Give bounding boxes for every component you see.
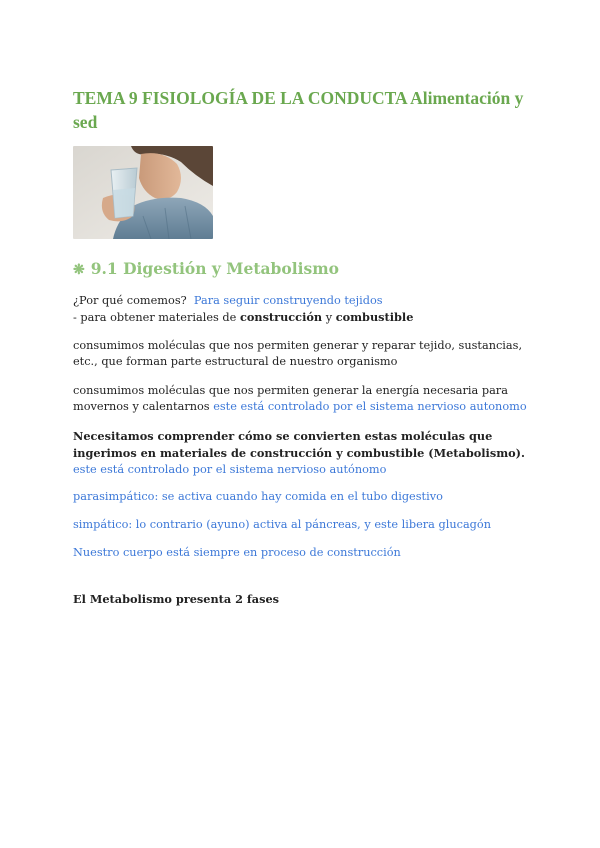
bold-term: combustible bbox=[335, 310, 414, 324]
line-text: - para obtener materiales de bbox=[73, 311, 240, 324]
body-text: consumimos moléculas que nos permiten generar la energía necesaria para movernos y calentarnos bbox=[73, 384, 508, 413]
heading-bullet-icon: ❋ bbox=[73, 262, 85, 278]
line-text: y bbox=[322, 311, 336, 324]
note-blue-text: Para seguir construyendo tejidos bbox=[193, 294, 383, 307]
question-text: ¿Por qué comemos? bbox=[73, 294, 187, 307]
paragraph-energy bbox=[73, 383, 533, 415]
section-heading-text: 9.1 Digestión y Metabolismo bbox=[90, 259, 339, 278]
bold-text: El Metabolismo presenta 2 fases bbox=[73, 592, 280, 606]
paragraph-why-eat bbox=[73, 293, 533, 326]
paragraph-construction: consumimos moléculas que nos permiten generar y reparar tejido, sustancias, etc., que forman parte estructural de nuestro organismo bbox=[73, 339, 523, 368]
paragraph-phases bbox=[73, 591, 533, 608]
paragraph-construction-process: Nuestro cuerpo está siempre en proceso de construcción bbox=[73, 546, 401, 559]
bold-term: construcción bbox=[239, 310, 323, 324]
note-blue-text: este está controlado por el sistema nervioso autonomo bbox=[213, 400, 527, 413]
page-title: TEMA 9 FISIOLOGÍA DE LA CONDUCTA Alimentación y sed bbox=[73, 88, 524, 132]
paragraph-metabolism bbox=[73, 428, 533, 478]
section-heading bbox=[73, 258, 339, 281]
paragraph-parasympathetic: parasimpático: se activa cuando hay comida en el tubo digestivo bbox=[73, 490, 443, 503]
drinking-water-photo bbox=[73, 146, 213, 239]
note-blue-text: este está controlado por el sistema nervioso autónomo bbox=[73, 463, 387, 476]
paragraph-sympathetic: simpático: lo contrario (ayuno) activa al páncreas, y este libera glucagón bbox=[73, 518, 491, 531]
bold-text: Necesitamos comprender cómo se convierten estas moléculas que ingerimos en materiales de construcción y combustible (Metabolismo). bbox=[73, 429, 525, 460]
